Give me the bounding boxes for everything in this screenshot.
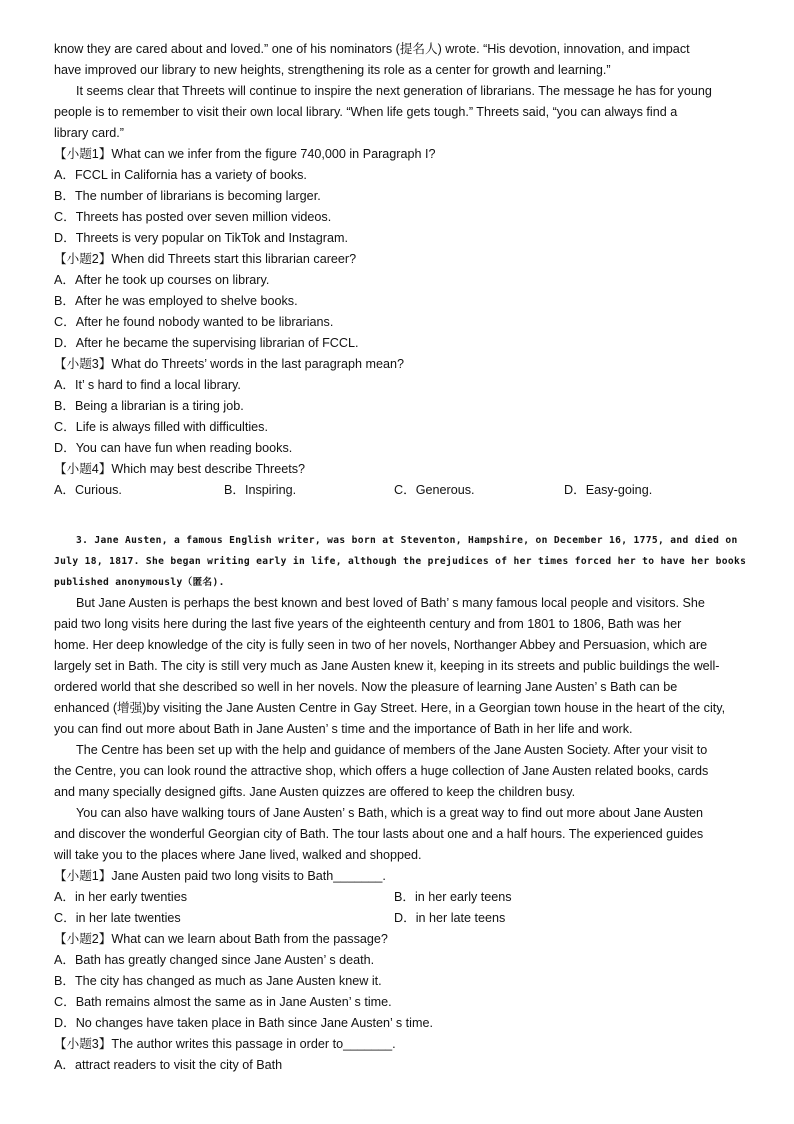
answer-option[interactable]: A．FCCL in California has a variety of books. [54, 168, 307, 182]
passage-line: have improved our library to new heights, strengthening its role as a center for growth and learning.” [54, 63, 611, 77]
answer-option[interactable]: B．The number of librarians is becoming larger. [54, 189, 321, 203]
answer-option[interactable]: D．No changes have taken place in Bath since Jane Austen’ s time. [54, 1016, 433, 1030]
answer-option[interactable]: C．Threets has posted over seven million videos. [54, 210, 332, 224]
answer-option[interactable]: C．Bath remains almost the same as in Jane Austen’ s time. [54, 995, 392, 1009]
passage-intro-line: July 18, 1817. She began writing early in life, although the prejudices of her times forced her to have her books [54, 556, 747, 567]
passage-line: home. Her deep knowledge of the city is fully seen in two of her novels, Northanger Abbey and Persuasion, which are [54, 638, 708, 652]
answer-option[interactable]: A．attract readers to visit the city of Bath [54, 1058, 283, 1072]
answer-option[interactable]: D．Easy-going. [564, 483, 653, 497]
passage-line: library card.” [54, 126, 124, 140]
answer-option[interactable]: A．Bath has greatly changed since Jane Austen’ s death. [54, 953, 375, 967]
answer-option[interactable]: C．in her late twenties [54, 911, 181, 925]
passage-line: know they are cared about and loved.” one of his nominators (提名人) wrote. “His devotion, innovation, and impact [54, 42, 690, 56]
answer-option[interactable]: A．Curious. [54, 483, 122, 497]
passage-line: You can also have walking tours of Jane Austen’ s Bath, which is a great way to find out more about Jane Austen [76, 806, 704, 820]
question-stem: 【小题4】Which may best describe Threets? [54, 462, 306, 476]
passage-line: you can find out more about Bath in Jane Austen’ s time and the importance of Bath in her life and work. [54, 722, 633, 736]
passage-line: and many specially designed gifts. Jane Austen quizzes are offered to keep the children busy. [54, 785, 576, 799]
passage-line: enhanced (增强)by visiting the Jane Austen Centre in Gay Street. Here, in a Georgian town house in the heart of the city, [54, 701, 726, 715]
question-stem: 【小题1】Jane Austen paid two long visits to Bath_______. [54, 869, 386, 883]
answer-option[interactable]: C．After he found nobody wanted to be librarians. [54, 315, 334, 329]
question-stem: 【小题2】When did Threets start this librarian career? [54, 252, 357, 266]
passage-line: and discover the wonderful Georgian city of Bath. The tour lasts about one and a half hours. The experienced guides [54, 827, 704, 841]
passage-line: people is to remember to visit their own local library. “When life gets tough.” Threets said, “you can always find a [54, 105, 678, 119]
answer-option[interactable]: B．Inspiring. [224, 483, 297, 497]
passage-line: largely set in Bath. The city is still very much as Jane Austen knew it, keeping in its streets and public buildings the well- [54, 659, 720, 673]
passage-line: paid two long visits here during the last five years of the eighteenth century and from 1801 to 1806, Bath was her [54, 617, 682, 631]
answer-option[interactable]: A．in her early twenties [54, 890, 187, 904]
passage-line: The Centre has been set up with the help and guidance of members of the Jane Austen Society. After your visit to [76, 743, 708, 757]
answer-option[interactable]: D．Threets is very popular on TikTok and Instagram. [54, 231, 348, 245]
question-stem: 【小题3】What do Threets’ words in the last paragraph mean? [54, 357, 404, 371]
answer-option[interactable]: B．The city has changed as much as Jane Austen knew it. [54, 974, 382, 988]
answer-option[interactable]: C．Life is always filled with difficulties. [54, 420, 268, 434]
passage-intro-line: 3. Jane Austen, a famous English writer, was born at Steventon, Hampshire, on December 16, 1775, and died on [76, 535, 738, 546]
answer-option[interactable]: B．in her early teens [394, 890, 512, 904]
answer-option[interactable]: B．After he was employed to shelve books. [54, 294, 298, 308]
answer-option[interactable]: C．Generous. [394, 483, 475, 497]
passage-intro-line: published anonymously（匿名). [54, 577, 225, 588]
passage-line: will take you to the places where Jane lived, walked and shopped. [54, 848, 422, 862]
passage-line: It seems clear that Threets will continue to inspire the next generation of librarians. The message he has for young [76, 84, 712, 98]
question-stem: 【小题3】The author writes this passage in order to_______. [54, 1037, 396, 1051]
passage-line: But Jane Austen is perhaps the best known and best loved of Bath’ s many famous local people and visitors. She [76, 596, 705, 610]
answer-option[interactable]: D．in her late teens [394, 911, 506, 925]
question-stem: 【小题1】What can we infer from the figure 740,000 in Paragraph I? [54, 147, 436, 161]
question-stem: 【小题2】What can we learn about Bath from the passage? [54, 932, 388, 946]
answer-option[interactable]: A．It’ s hard to find a local library. [54, 378, 241, 392]
answer-option[interactable]: D．After he became the supervising librarian of FCCL. [54, 336, 359, 350]
answer-option[interactable]: D．You can have fun when reading books. [54, 441, 293, 455]
answer-option[interactable]: A．After he took up courses on library. [54, 273, 270, 287]
passage-line: ordered world that she described so well in her novels. Now the pleasure of learning Jane Austen’ s Bath can be [54, 680, 678, 694]
answer-option[interactable]: B．Being a librarian is a tiring job. [54, 399, 244, 413]
passage-line: the Centre, you can look round the attractive shop, which offers a huge collection of Jane Austen related books, cards [54, 764, 709, 778]
